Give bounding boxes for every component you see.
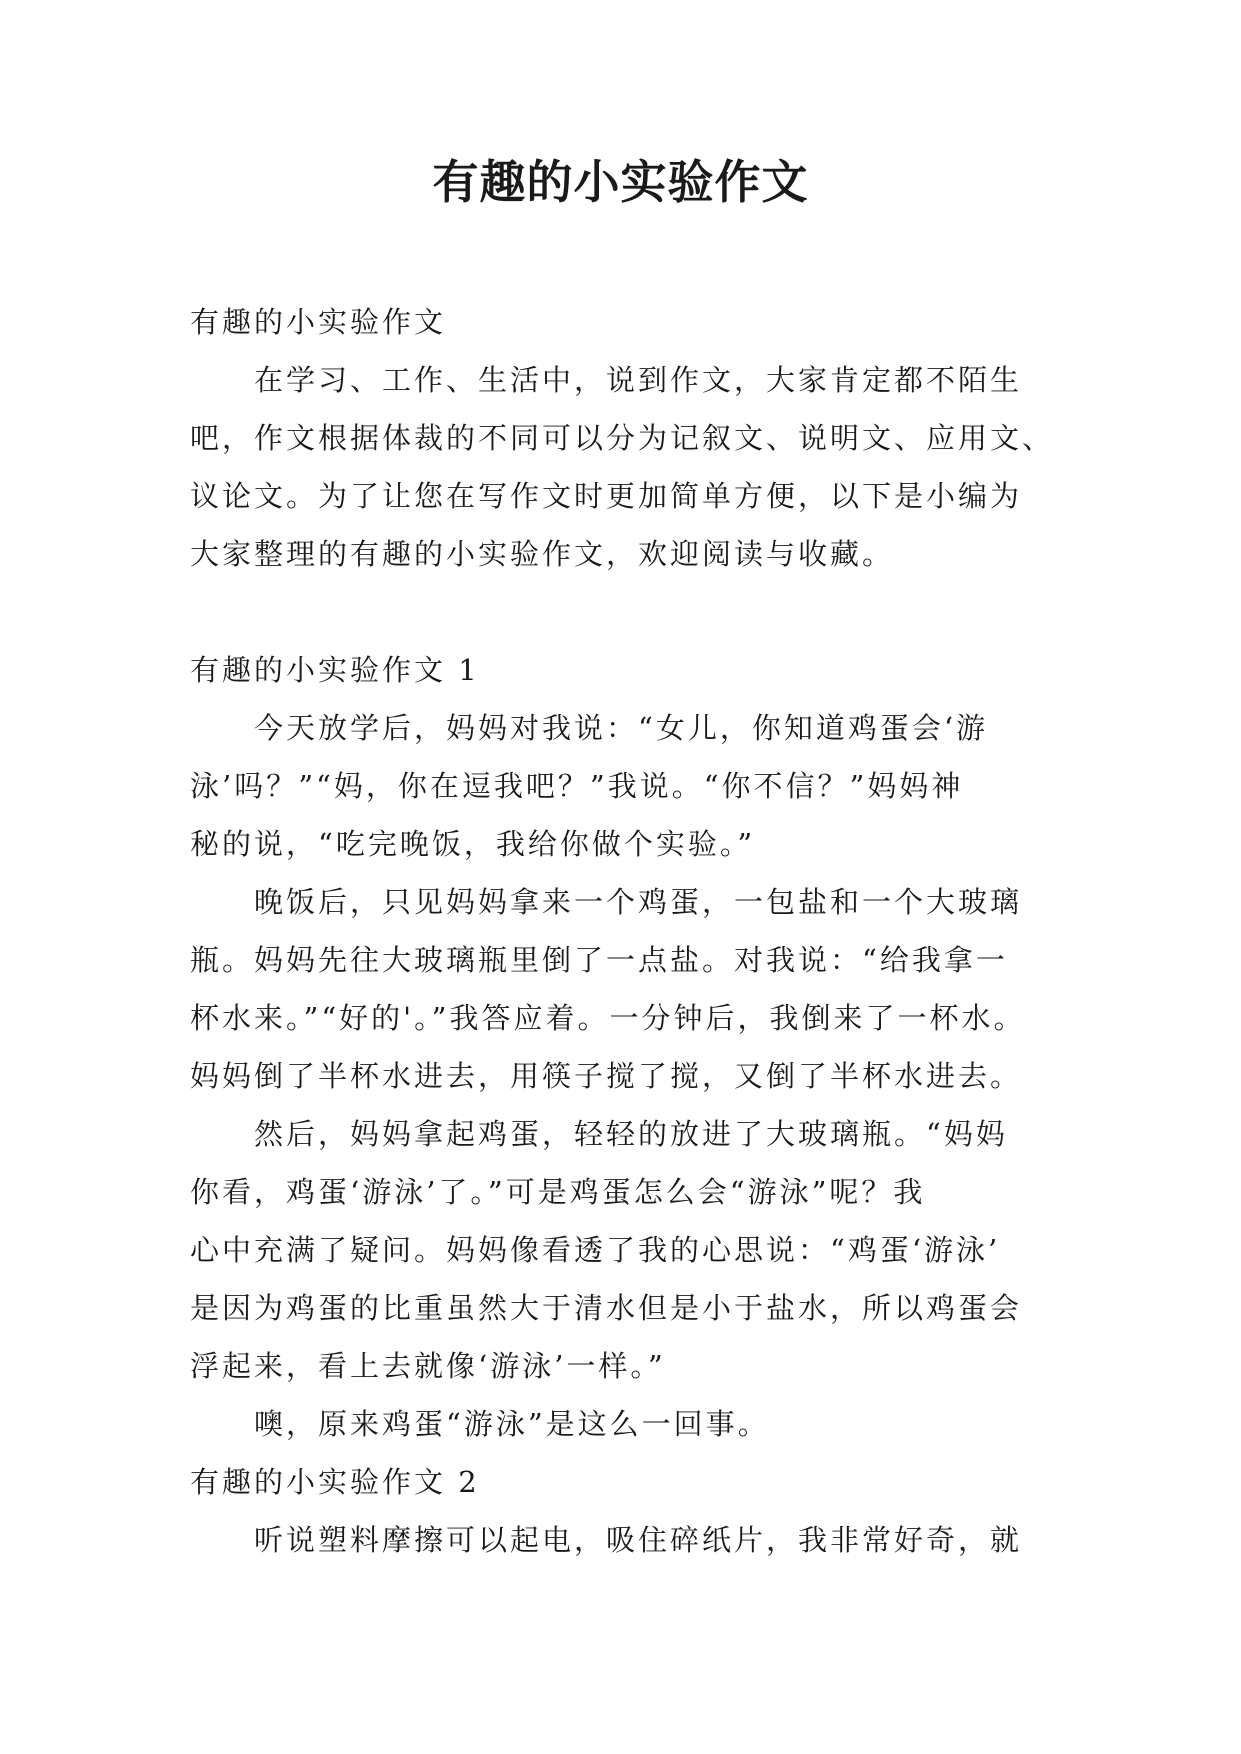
- paragraph-line: 是因为鸡蛋的比重虽然大于清水但是小于盐水，所以鸡蛋会: [190, 1291, 1023, 1325]
- paragraph-line: 秘的说，“吃完晚饭，我给你做个实验。”: [190, 827, 756, 861]
- document-body: [190, 293, 1060, 1569]
- paragraph-line: 浮起来，看上去就像‘游泳’一样。”: [190, 1349, 666, 1383]
- paragraph-line: 你看，鸡蛋‘游泳’了。”可是鸡蛋怎么会“游泳”呢？我: [190, 1175, 926, 1209]
- intro-paragraph-line: 在学习、工作、生活中，说到作文，大家肯定都不陌生: [254, 363, 1023, 397]
- paragraph-line: 然后，妈妈拿起鸡蛋，轻轻的放进了大玻璃瓶。“妈妈: [254, 1117, 1008, 1151]
- paragraph-line: 晚饭后，只见妈妈拿来一个鸡蛋，一包盐和一个大玻璃: [254, 885, 1023, 919]
- paragraph-line: 泳’吗？”“妈，你在逗我吧？”我说。“你不信？”妈妈神: [190, 769, 964, 803]
- blank-line: [190, 583, 1060, 641]
- paragraph-line: 妈妈倒了半杯水进去，用筷子搅了搅，又倒了半杯水进去。: [190, 1059, 1023, 1093]
- document-title: 有趣的小实验作文: [432, 155, 809, 209]
- section-heading-2: 有趣的小实验作文 2: [190, 1465, 480, 1499]
- paragraph-line: 瓶。妈妈先往大玻璃瓶里倒了一点盐。对我说：“给我拿一: [190, 943, 1008, 977]
- paragraph-line: 噢，原来鸡蛋“游泳”是这么一回事。: [254, 1407, 770, 1441]
- intro-paragraph-line: 议论文。为了让您在写作文时更加简单方便，以下是小编为: [190, 479, 1023, 513]
- paragraph-line: 听说塑料摩擦可以起电，吸住碎纸片，我非常好奇，就: [254, 1523, 1023, 1557]
- paragraph-line: 心中充满了疑问。妈妈像看透了我的心思说：“鸡蛋‘游泳’: [190, 1233, 1001, 1267]
- subtitle-line: 有趣的小实验作文: [190, 305, 447, 339]
- section-heading-1: 有趣的小实验作文 1: [190, 653, 480, 687]
- intro-paragraph-line: 大家整理的有趣的小实验作文，欢迎阅读与收藏。: [190, 537, 895, 571]
- paragraph-line: 今天放学后，妈妈对我说：“女儿，你知道鸡蛋会‘游: [254, 711, 989, 745]
- paragraph-line: 杯水来。”“好的'。”我答应着。一分钟后，我倒来了一杯水。: [190, 1001, 1026, 1035]
- intro-paragraph-line: 吧，作文根据体裁的不同可以分为记叙文、说明文、应用文、: [190, 421, 1055, 455]
